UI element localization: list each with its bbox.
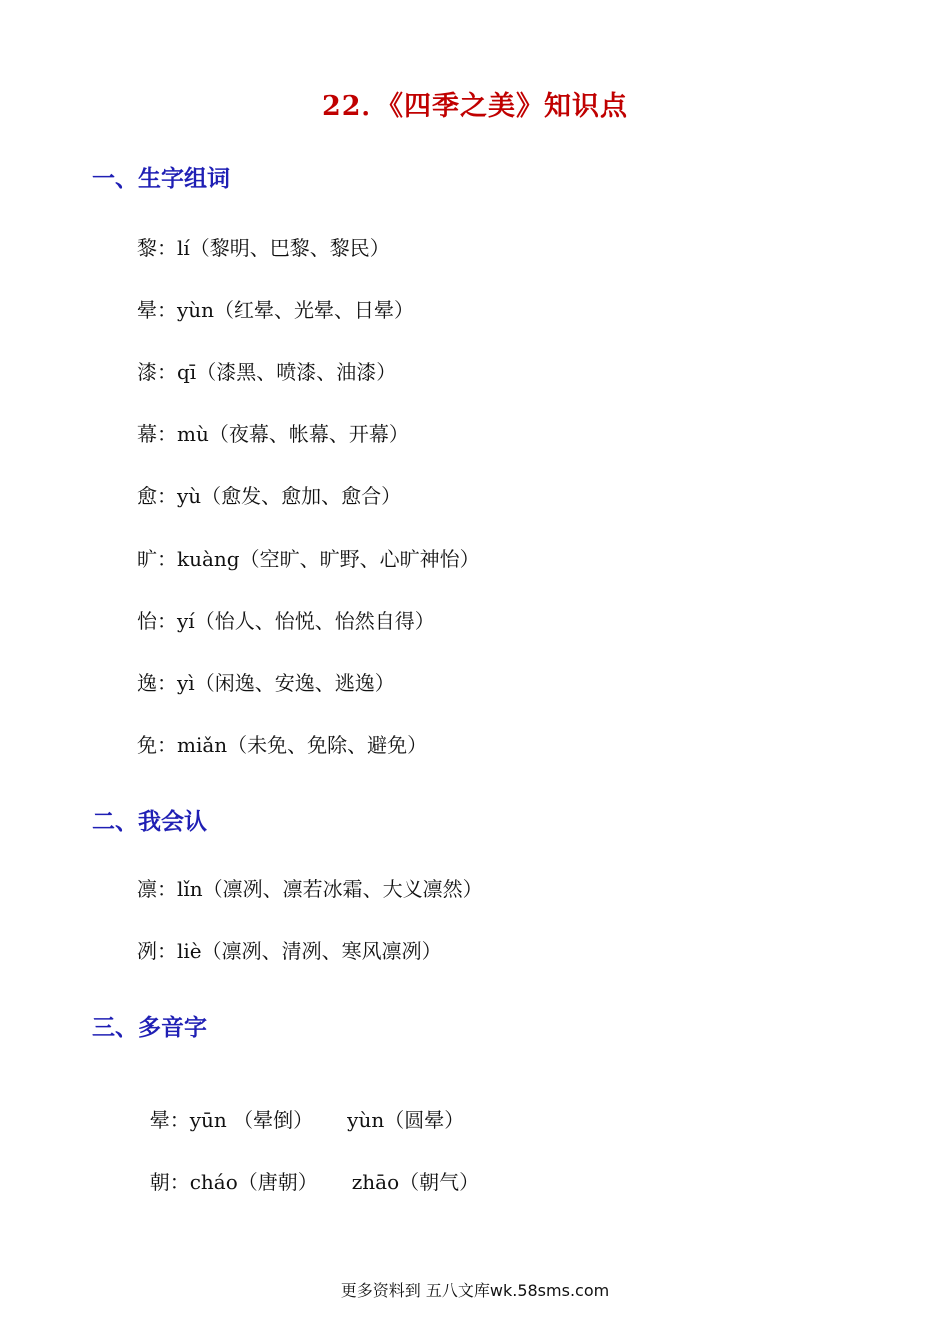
polyphonic-line bbox=[137, 1080, 464, 1133]
vocab-line: 免：miǎn（未免、免除、避免） bbox=[137, 733, 428, 757]
polyphonic-reading-a: 朝：cháo（唐朝） bbox=[149, 1170, 318, 1194]
vocab-line: 愈：yù（愈发、愈加、愈合） bbox=[137, 484, 402, 508]
section-heading-polyphonic: 三、多音字 bbox=[92, 1015, 207, 1041]
vocab-line: 怡：yí（怡人、怡悦、怡然自得） bbox=[137, 609, 435, 633]
vocab-line: 漆：qī（漆黑、喷漆、油漆） bbox=[137, 360, 397, 384]
recognize-line: 冽：liè（凛冽、清冽、寒风凛冽） bbox=[137, 939, 442, 963]
section-heading-new-characters: 一、生字组词 bbox=[92, 166, 230, 192]
polyphonic-reading-b: zhāo（朝气） bbox=[351, 1170, 480, 1194]
footer-source: 更多资料到 五八文库wk.58sms.com bbox=[340, 1281, 610, 1300]
vocab-line: 黎：lí（黎明、巴黎、黎民） bbox=[137, 236, 390, 260]
section-heading-recognize: 二、我会认 bbox=[92, 809, 207, 835]
vocab-line: 幕：mù（夜幕、帐幕、开幕） bbox=[137, 422, 409, 446]
page-title: 22．《四季之美》知识点 bbox=[321, 91, 629, 122]
vocab-line: 旷：kuàng（空旷、旷野、心旷神怡） bbox=[137, 547, 480, 571]
vocab-line: 逸：yì（闲逸、安逸、逃逸） bbox=[137, 671, 395, 695]
vocab-line: 晕：yùn（红晕、光晕、日晕） bbox=[137, 298, 415, 322]
polyphonic-reading-b: yùn（圆晕） bbox=[347, 1108, 465, 1132]
polyphonic-line bbox=[137, 1142, 479, 1195]
polyphonic-reading-a: 晕：yūn （晕倒） bbox=[149, 1108, 314, 1132]
recognize-line: 凛：lǐn（凛冽、凛若冰霜、大义凛然） bbox=[137, 877, 483, 901]
